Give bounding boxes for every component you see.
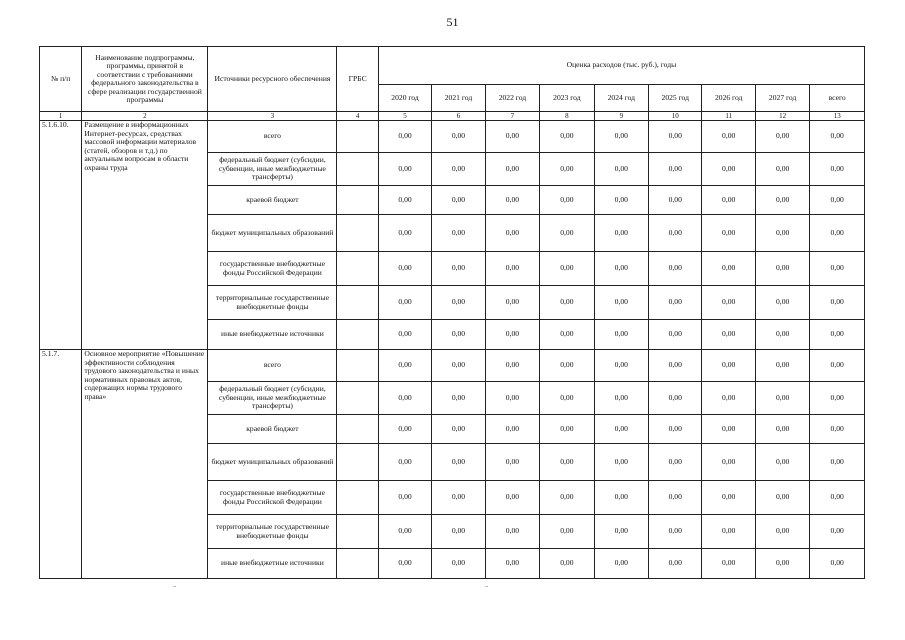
budget-table: [39, 46, 865, 579]
value-cell: 0,00: [432, 252, 485, 286]
funding-source: всего: [208, 350, 337, 382]
value-cell: 0,00: [702, 320, 755, 350]
year-header: всего: [810, 85, 865, 112]
value-cell: 0,00: [378, 549, 431, 579]
value-cell: 0,00: [702, 153, 755, 186]
value-cell: 0,00: [594, 415, 648, 444]
value-cell: 0,00: [485, 186, 539, 215]
value-cell: 0,00: [378, 215, 431, 252]
value-cell: 0,00: [755, 515, 809, 549]
value-cell: 0,00: [540, 481, 594, 515]
grbs-cell: [337, 121, 378, 153]
column-number: 9: [594, 112, 648, 121]
grbs-cell: [337, 215, 378, 252]
value-cell: 0,00: [378, 382, 431, 415]
value-cell: 0,00: [432, 320, 485, 350]
year-header: 2022 год: [485, 85, 539, 112]
value-cell: 0,00: [702, 444, 755, 481]
value-cell: 0,00: [432, 121, 485, 153]
value-cell: 0,00: [594, 444, 648, 481]
value-cell: 0,00: [540, 444, 594, 481]
value-cell: 0,00: [649, 415, 702, 444]
value-cell: 0,00: [810, 515, 865, 549]
value-cell: 0,00: [540, 153, 594, 186]
value-cell: 0,00: [432, 350, 485, 382]
year-header: 2024 год: [594, 85, 648, 112]
value-cell: 0,00: [702, 350, 755, 382]
funding-source: бюджет муниципальных образований: [208, 215, 337, 252]
value-cell: 0,00: [432, 286, 485, 320]
funding-source: федеральный бюджет (субсидии, субвенции, иные межбюджетные трансферты): [208, 153, 337, 186]
value-cell: 0,00: [594, 153, 648, 186]
funding-source: бюджет муниципальных образований: [208, 444, 337, 481]
value-cell: 0,00: [432, 215, 485, 252]
funding-source: государственные внебюджетные фонды Российской Федерации: [208, 252, 337, 286]
header-estimate: Оценка расходов (тыс. руб.), годы: [378, 47, 864, 85]
value-cell: 0,00: [594, 252, 648, 286]
funding-source: краевой бюджет: [208, 415, 337, 444]
value-cell: 0,00: [432, 481, 485, 515]
value-cell: 0,00: [485, 549, 539, 579]
value-cell: 0,00: [810, 121, 865, 153]
grbs-cell: [337, 515, 378, 549]
grbs-cell: [337, 186, 378, 215]
value-cell: 0,00: [540, 350, 594, 382]
value-cell: 0,00: [755, 215, 809, 252]
value-cell: 0,00: [810, 444, 865, 481]
column-number: 7: [485, 112, 539, 121]
value-cell: 0,00: [702, 121, 755, 153]
value-cell: 0,00: [485, 320, 539, 350]
value-cell: 0,00: [594, 481, 648, 515]
value-cell: 0,00: [755, 444, 809, 481]
value-cell: 0,00: [810, 549, 865, 579]
value-cell: 0,00: [649, 382, 702, 415]
value-cell: 0,00: [594, 121, 648, 153]
value-cell: 0,00: [702, 252, 755, 286]
value-cell: 0,00: [540, 515, 594, 549]
grbs-cell: [337, 444, 378, 481]
value-cell: 0,00: [594, 286, 648, 320]
value-cell: 0,00: [540, 415, 594, 444]
value-cell: 0,00: [540, 286, 594, 320]
value-cell: 0,00: [755, 286, 809, 320]
value-cell: 0,00: [378, 481, 431, 515]
value-cell: 0,00: [810, 153, 865, 186]
funding-source: территориальные государственные внебюджетные фонды: [208, 286, 337, 320]
value-cell: 0,00: [755, 320, 809, 350]
value-cell: 0,00: [649, 215, 702, 252]
value-cell: 0,00: [378, 320, 431, 350]
funding-source: иные внебюджетные источники: [208, 320, 337, 350]
column-number: 5: [378, 112, 431, 121]
value-cell: 0,00: [810, 481, 865, 515]
value-cell: 0,00: [810, 252, 865, 286]
value-cell: 0,00: [649, 121, 702, 153]
year-header: 2023 год: [540, 85, 594, 112]
funding-source: иные внебюджетные источники: [208, 549, 337, 579]
value-cell: 0,00: [485, 153, 539, 186]
value-cell: 0,00: [432, 415, 485, 444]
value-cell: 0,00: [485, 444, 539, 481]
column-number: 3: [208, 112, 337, 121]
value-cell: 0,00: [649, 186, 702, 215]
year-header: 2020 год: [378, 85, 431, 112]
value-cell: 0,00: [649, 350, 702, 382]
value-cell: 0,00: [649, 286, 702, 320]
value-cell: 0,00: [485, 350, 539, 382]
value-cell: 0,00: [755, 350, 809, 382]
value-cell: 0,00: [485, 121, 539, 153]
value-cell: 0,00: [432, 186, 485, 215]
grbs-cell: [337, 415, 378, 444]
value-cell: 0,00: [702, 415, 755, 444]
value-cell: 0,00: [378, 515, 431, 549]
grbs-cell: [337, 320, 378, 350]
value-cell: 0,00: [810, 415, 865, 444]
column-number: 12: [755, 112, 809, 121]
year-header: 2026 год: [702, 85, 755, 112]
value-cell: 0,00: [378, 286, 431, 320]
column-number: 1: [40, 112, 82, 121]
value-cell: 0,00: [810, 215, 865, 252]
grbs-cell: [337, 549, 378, 579]
funding-source: государственные внебюджетные фонды Российской Федерации: [208, 481, 337, 515]
value-cell: 0,00: [540, 186, 594, 215]
value-cell: 0,00: [702, 515, 755, 549]
grbs-cell: [337, 153, 378, 186]
column-number: 10: [649, 112, 702, 121]
value-cell: 0,00: [649, 515, 702, 549]
value-cell: 0,00: [702, 215, 755, 252]
table-row: [40, 350, 865, 382]
value-cell: 0,00: [432, 382, 485, 415]
value-cell: 0,00: [485, 515, 539, 549]
page-number: 51: [446, 15, 459, 29]
value-cell: 0,00: [755, 252, 809, 286]
value-cell: 0,00: [702, 286, 755, 320]
grbs-cell: [337, 286, 378, 320]
value-cell: 0,00: [755, 153, 809, 186]
value-cell: 0,00: [702, 549, 755, 579]
year-header: 2027 год: [755, 85, 809, 112]
item-name: Размещение в информационных Интернет-ресурсах, средствах массовой информации материалов (статей, обзоров и т.д.) по актуальным вопросам в области охраны труда: [82, 121, 208, 350]
value-cell: 0,00: [755, 549, 809, 579]
value-cell: 0,00: [540, 252, 594, 286]
value-cell: 0,00: [810, 286, 865, 320]
value-cell: 0,00: [540, 549, 594, 579]
table-row: [40, 121, 865, 153]
header-grbs: ГРБС: [337, 47, 378, 112]
column-number: 8: [540, 112, 594, 121]
scan-mark: [485, 586, 488, 587]
value-cell: 0,00: [485, 481, 539, 515]
value-cell: 0,00: [755, 186, 809, 215]
value-cell: 0,00: [649, 481, 702, 515]
funding-source: краевой бюджет: [208, 186, 337, 215]
value-cell: 0,00: [540, 121, 594, 153]
value-cell: 0,00: [649, 320, 702, 350]
value-cell: 0,00: [378, 153, 431, 186]
value-cell: 0,00: [378, 444, 431, 481]
value-cell: 0,00: [594, 215, 648, 252]
value-cell: 0,00: [378, 350, 431, 382]
value-cell: 0,00: [649, 549, 702, 579]
item-number: 5.1.6.10.: [40, 121, 82, 350]
scan-mark: [173, 586, 176, 587]
value-cell: 0,00: [485, 415, 539, 444]
value-cell: 0,00: [432, 515, 485, 549]
value-cell: 0,00: [378, 415, 431, 444]
value-cell: 0,00: [649, 444, 702, 481]
value-cell: 0,00: [810, 350, 865, 382]
value-cell: 0,00: [755, 481, 809, 515]
grbs-cell: [337, 382, 378, 415]
value-cell: 0,00: [432, 444, 485, 481]
value-cell: 0,00: [649, 153, 702, 186]
value-cell: 0,00: [485, 252, 539, 286]
value-cell: 0,00: [755, 415, 809, 444]
value-cell: 0,00: [378, 186, 431, 215]
year-header: 2025 год: [649, 85, 702, 112]
value-cell: 0,00: [702, 481, 755, 515]
funding-source: территориальные государственные внебюджетные фонды: [208, 515, 337, 549]
grbs-cell: [337, 350, 378, 382]
value-cell: 0,00: [594, 186, 648, 215]
year-header: 2021 год: [432, 85, 485, 112]
value-cell: 0,00: [594, 515, 648, 549]
column-number: 11: [702, 112, 755, 121]
funding-source: федеральный бюджет (субсидии, субвенции, иные межбюджетные трансферты): [208, 382, 337, 415]
value-cell: 0,00: [810, 320, 865, 350]
value-cell: 0,00: [378, 121, 431, 153]
value-cell: 0,00: [755, 382, 809, 415]
grbs-cell: [337, 252, 378, 286]
value-cell: 0,00: [378, 252, 431, 286]
column-number: 4: [337, 112, 378, 121]
value-cell: 0,00: [594, 549, 648, 579]
value-cell: 0,00: [594, 382, 648, 415]
column-number: 13: [810, 112, 865, 121]
header-num: № п/п: [40, 47, 82, 112]
value-cell: 0,00: [755, 121, 809, 153]
header-name: Наименование подпрограммы, программы, принятой в соответствии с требованиями федерального законодательства в сфере реализации государственной программы: [82, 47, 208, 112]
column-number: 2: [82, 112, 208, 121]
value-cell: 0,00: [540, 320, 594, 350]
value-cell: 0,00: [540, 215, 594, 252]
value-cell: 0,00: [702, 186, 755, 215]
value-cell: 0,00: [594, 320, 648, 350]
value-cell: 0,00: [485, 382, 539, 415]
funding-source: всего: [208, 121, 337, 153]
value-cell: 0,00: [810, 382, 865, 415]
value-cell: 0,00: [702, 382, 755, 415]
value-cell: 0,00: [485, 215, 539, 252]
value-cell: 0,00: [810, 186, 865, 215]
value-cell: 0,00: [594, 350, 648, 382]
value-cell: 0,00: [485, 286, 539, 320]
item-name: Основное мероприятие «Повышение эффективности соблюдения трудового законодательства и иных нормативных правовых актов, содержащих нормы трудового права»: [82, 350, 208, 579]
column-number: 6: [432, 112, 485, 121]
header-sources: Источники ресурсного обеспечения: [208, 47, 337, 112]
item-number: 5.1.7.: [40, 350, 82, 579]
value-cell: 0,00: [432, 549, 485, 579]
value-cell: 0,00: [649, 252, 702, 286]
grbs-cell: [337, 481, 378, 515]
value-cell: 0,00: [540, 382, 594, 415]
value-cell: 0,00: [432, 153, 485, 186]
